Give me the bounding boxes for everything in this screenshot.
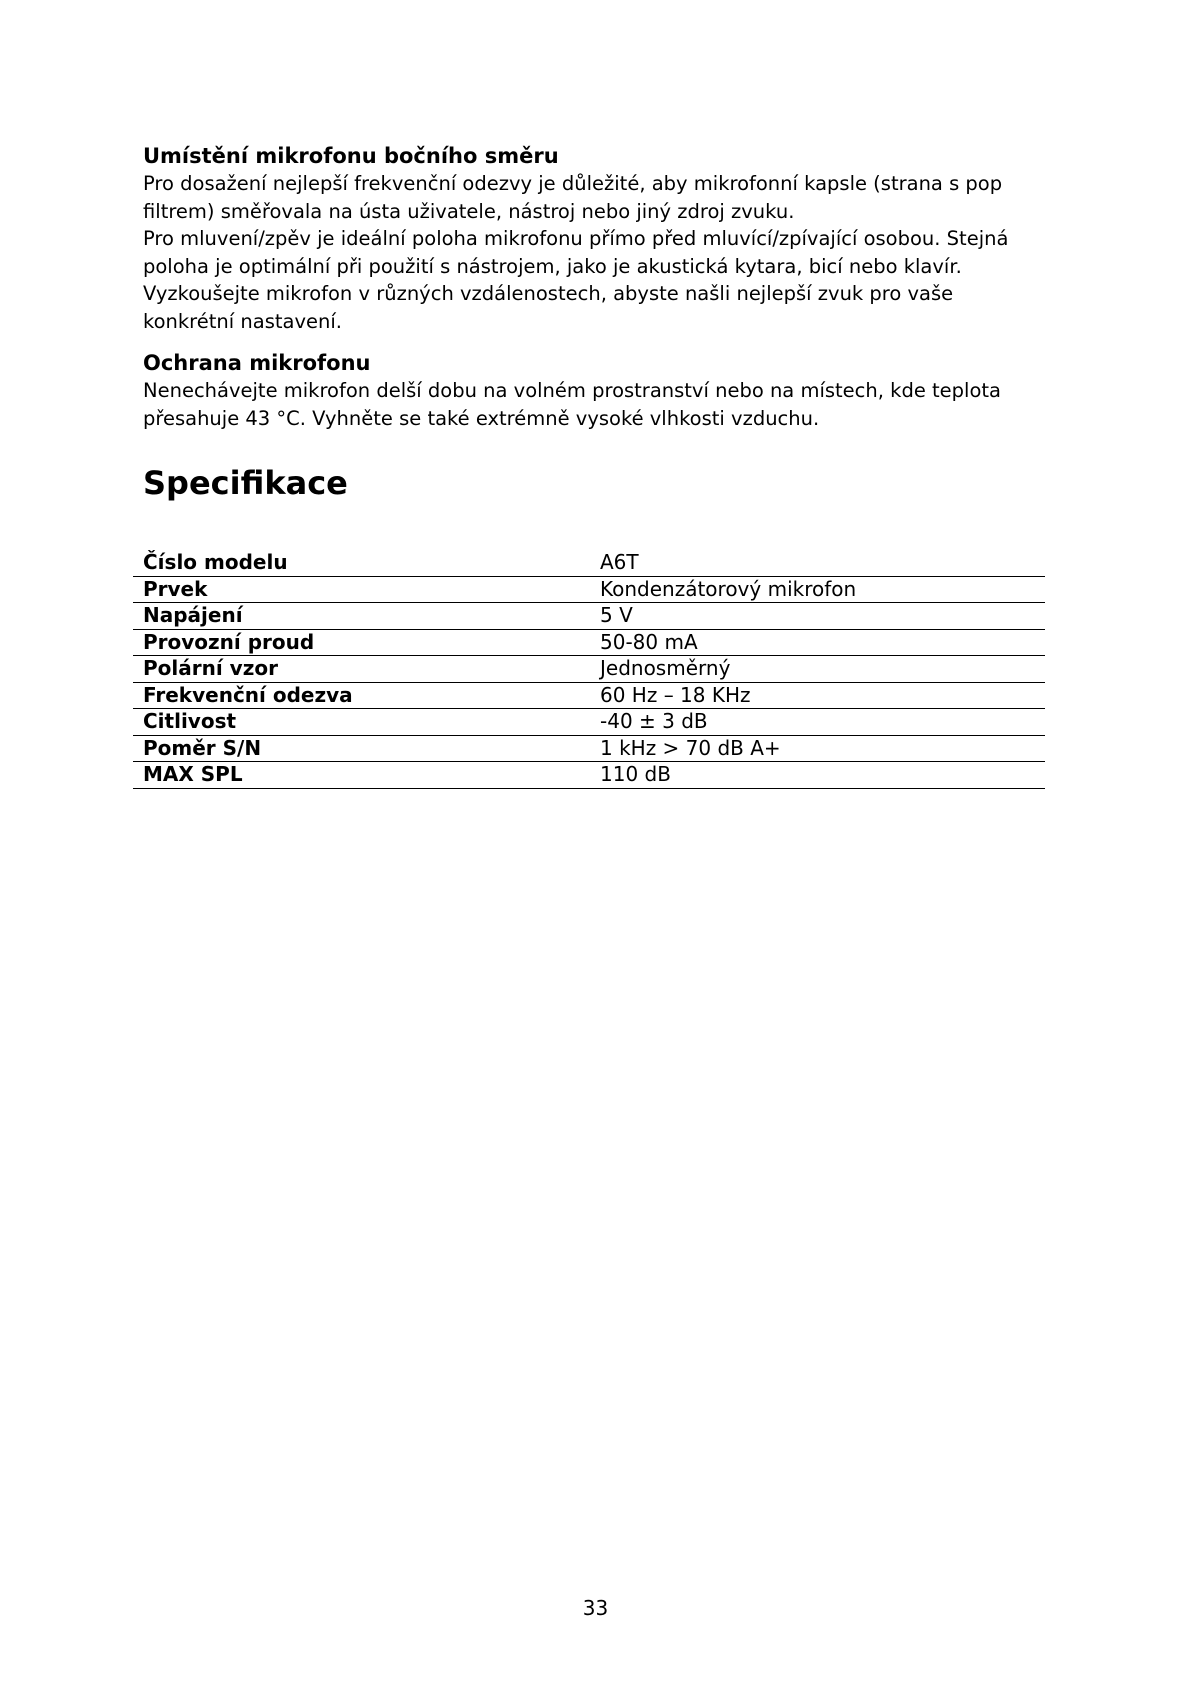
table-row — [133, 576, 1045, 603]
spec-label: Číslo modelu — [133, 550, 590, 576]
section-heading-placement: Umístění mikrofonu bočního směru — [143, 144, 559, 168]
spec-value: Kondenzátorový mikrofon — [590, 576, 1045, 603]
specifications-table — [133, 550, 1045, 789]
table-row — [133, 735, 1045, 762]
table-row — [133, 762, 1045, 789]
table-row — [133, 682, 1045, 709]
paragraph-line: poloha je optimální při použití s nástrojem, jako je akustická kytara, bicí nebo klavír. — [143, 254, 962, 278]
spec-label: Provozní proud — [133, 629, 590, 656]
spec-value: 5 V — [590, 603, 1045, 630]
paragraph-line: filtrem) směřovala na ústa uživatele, nástroj nebo jiný zdroj zvuku. — [143, 199, 795, 223]
table-row — [133, 709, 1045, 736]
paragraph-line: přesahuje 43 °C. Vyhněte se také extrémně vysoké vlhkosti vzduchu. — [143, 406, 820, 430]
table-row — [133, 550, 1045, 576]
spec-value: Jednosměrný — [590, 656, 1045, 683]
spec-value: 1 kHz > 70 dB A+ — [590, 735, 1045, 762]
table-row — [133, 656, 1045, 683]
spec-label: Prvek — [133, 576, 590, 603]
paragraph-line: Pro mluvení/zpěv je ideální poloha mikrofonu přímo před mluvící/zpívající osobou. Stejná — [143, 227, 1009, 250]
spec-label: Polární vzor — [133, 656, 590, 683]
spec-value: -40 ± 3 dB — [590, 709, 1045, 736]
spec-label: Frekvenční odezva — [133, 682, 590, 709]
spec-label: MAX SPL — [133, 762, 590, 789]
spec-label: Napájení — [133, 603, 590, 630]
body-text — [143, 142, 1043, 432]
spec-label: Poměr S/N — [133, 735, 590, 762]
table-row — [133, 603, 1045, 630]
spec-value: 110 dB — [590, 762, 1045, 789]
table-row — [133, 629, 1045, 656]
paragraph-line: Pro dosažení nejlepší frekvenční odezvy je důležité, aby mikrofonní kapsle (strana s pop — [143, 172, 1003, 195]
paragraph-line: konkrétní nastavení. — [143, 309, 342, 333]
spec-value: 60 Hz – 18 KHz — [590, 682, 1045, 709]
spec-value: A6T — [590, 550, 1045, 576]
specifications-title: Specifikace — [143, 464, 348, 502]
paragraph-line: Nenechávejte mikrofon delší dobu na volném prostranství nebo na místech, kde teplota — [143, 379, 1001, 402]
spec-value: 50-80 mA — [590, 629, 1045, 656]
section-heading-protection: Ochrana mikrofonu — [143, 351, 371, 375]
paragraph-line: Vyzkoušejte mikrofon v různých vzdálenostech, abyste našli nejlepší zvuk pro vaše — [143, 282, 954, 305]
spec-label: Citlivost — [133, 709, 590, 736]
page-number: 33 — [582, 1596, 609, 1620]
